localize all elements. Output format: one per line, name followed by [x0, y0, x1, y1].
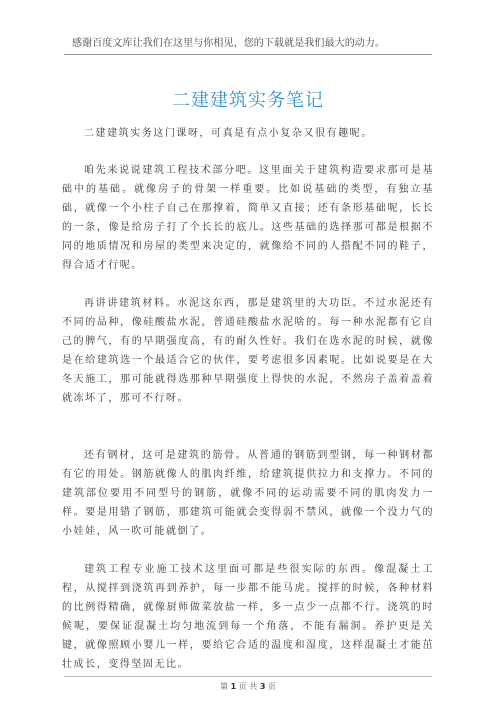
- header-note: 感谢百度文库让我们在这里与你相见，您的下载就是我们最大的动力。: [72, 38, 386, 49]
- total-pages-number: 3: [259, 682, 266, 691]
- paragraph-construction-practice: 建筑工程专业施工技术这里面可都是些很实际的东西。像混凝土工程，从搅拌到浇筑再到养护，每一步都不能马虎。搅拌的时候，各种材料的比例得精确，就像厨师做菜放盐一样，多一点少一点都不行。浇筑的时候呢，要保证混凝土均匀地流到每一个角落，不能有漏洞。养护更是关键，就像照顾小婴儿一样，要给它合适的温度和湿度，这样混凝土才能茁壮成长，变得坚固无比。: [62, 564, 434, 670]
- footer-middle: 页 共: [238, 682, 258, 691]
- footer-prefix: 第: [220, 682, 229, 691]
- page-footer: [0, 681, 496, 692]
- paragraph-building-materials: 再讲讲建筑材料。水泥这东西，那是建筑里的大功臣。不过水泥还有不同的品种，像硅酸盐水泥，普通硅酸盐水泥啥的。每一种水泥都有它自己的脾气，有的早期强度高，有的耐久性好。我们在选水泥的时候，就像是在给建筑选一个最适合它的伙伴，要考虑很多因素呢。比如说要是在大冬天施工，那可能就得选那种早期强度上得快的水泥，不然房子盖着盖着就冻坏了，那可不行呀。: [62, 298, 434, 404]
- header-divider: [64, 54, 432, 55]
- footer-divider: [64, 676, 432, 677]
- current-page-number: 1: [230, 682, 237, 691]
- footer-suffix: 页: [267, 682, 276, 691]
- document-title: 二建建筑实务笔记: [172, 90, 324, 111]
- paragraph-construction-technology: 咱先来说说建筑工程技术部分吧。这里面关于建筑构造要求那可是基础中的基础。就像房子的骨架一样重要。比如说基础的类型，有独立基础，就像一个小柱子自己在那撑着，简单又直接；还有条形基础呢，长长的一条，像是给房子打了个长长的底儿。这些基础的选择那可都是根据不同的地质情况和房屋的类型来决定的，就像给不同的人搭配不同的鞋子，得合适才行呢。: [62, 165, 434, 271]
- paragraph-intro: 二建建筑实务这门课呀，可真是有点小复杂又很有趣呢。: [84, 128, 373, 139]
- paragraph-steel: 还有钢材，这可是建筑的筋骨。从普通的钢筋到型钢，每一种钢材都有它的用处。钢筋就像人的肌肉纤维，给建筑提供拉力和支撑力。不同的建筑部位要用不同型号的钢筋，就像不同的运动需要不同的肌肉发力一样。要是用错了钢筋，那建筑可能就会变得弱不禁风，就像一个没力气的小娃娃，风一吹可能就倒了。: [62, 450, 434, 537]
